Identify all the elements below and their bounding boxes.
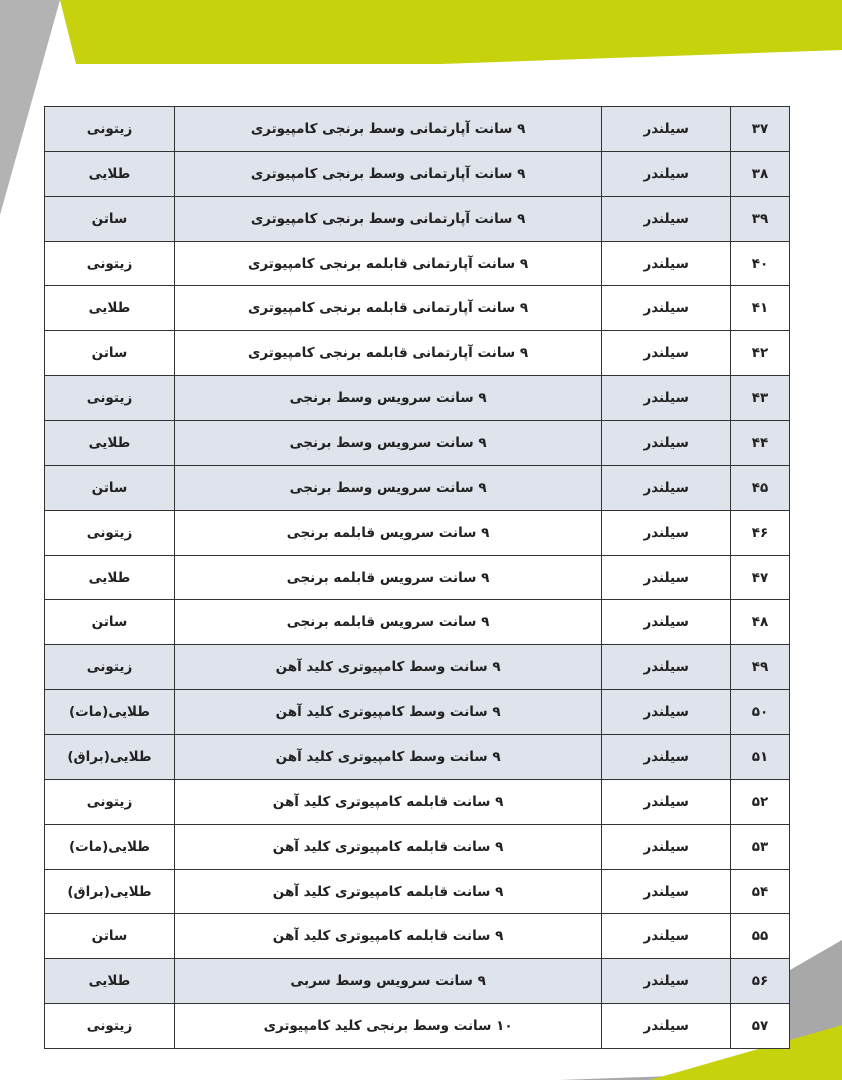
row-number-cell: ۵۲ xyxy=(731,779,790,824)
color-cell: ساتن xyxy=(45,465,175,510)
table-row xyxy=(45,421,790,466)
product-table-body xyxy=(45,107,790,1049)
type-cell: سیلندر xyxy=(602,151,731,196)
color-cell: طلایی(براق) xyxy=(45,869,175,914)
description-cell: ۹ سانت وسط کامپیوتری کلید آهن xyxy=(174,690,601,735)
table-row xyxy=(45,555,790,600)
description-cell: ۹ سانت آپارتمانی وسط برنجی کامپیوتری xyxy=(174,107,601,152)
type-cell: سیلندر xyxy=(602,510,731,555)
type-cell: سیلندر xyxy=(602,555,731,600)
row-number-cell: ۴۲ xyxy=(731,331,790,376)
type-cell: سیلندر xyxy=(602,196,731,241)
table-row xyxy=(45,735,790,780)
description-cell: ۹ سانت قابلمه کامپیوتری کلید آهن xyxy=(174,824,601,869)
color-cell: طلایی xyxy=(45,286,175,331)
description-cell: ۹ سانت آپارتمانی وسط برنجی کامپیوتری xyxy=(174,196,601,241)
color-cell: ساتن xyxy=(45,600,175,645)
type-cell: سیلندر xyxy=(602,107,731,152)
table-row xyxy=(45,107,790,152)
type-cell: سیلندر xyxy=(602,645,731,690)
description-cell: ۹ سانت سرویس وسط برنجی xyxy=(174,376,601,421)
type-cell: سیلندر xyxy=(602,959,731,1004)
table-row xyxy=(45,376,790,421)
row-number-cell: ۴۶ xyxy=(731,510,790,555)
row-number-cell: ۵۵ xyxy=(731,914,790,959)
color-cell: ساتن xyxy=(45,331,175,376)
row-number-cell: ۴۴ xyxy=(731,421,790,466)
table-row xyxy=(45,510,790,555)
row-number-cell: ۵۰ xyxy=(731,690,790,735)
description-cell: ۹ سانت آپارتمانی قابلمه برنجی کامپیوتری xyxy=(174,286,601,331)
color-cell: طلایی(براق) xyxy=(45,735,175,780)
row-number-cell: ۴۵ xyxy=(731,465,790,510)
table-row xyxy=(45,645,790,690)
description-cell: ۹ سانت قابلمه کامپیوتری کلید آهن xyxy=(174,779,601,824)
type-cell: سیلندر xyxy=(602,465,731,510)
row-number-cell: ۴۷ xyxy=(731,555,790,600)
table-row xyxy=(45,914,790,959)
row-number-cell: ۳۹ xyxy=(731,196,790,241)
color-cell: طلایی xyxy=(45,421,175,466)
table-row xyxy=(45,824,790,869)
description-cell: ۹ سانت آپارتمانی وسط برنجی کامپیوتری xyxy=(174,151,601,196)
type-cell: سیلندر xyxy=(602,286,731,331)
table-row xyxy=(45,151,790,196)
row-number-cell: ۵۳ xyxy=(731,824,790,869)
row-number-cell: ۴۳ xyxy=(731,376,790,421)
description-cell: ۹ سانت وسط کامپیوتری کلید آهن xyxy=(174,735,601,780)
row-number-cell: ۳۸ xyxy=(731,151,790,196)
color-cell: طلایی(مات) xyxy=(45,690,175,735)
description-cell: ۹ سانت قابلمه کامپیوتری کلید آهن xyxy=(174,869,601,914)
row-number-cell: ۴۸ xyxy=(731,600,790,645)
color-cell: ساتن xyxy=(45,196,175,241)
table-row xyxy=(45,241,790,286)
color-cell: طلایی xyxy=(45,959,175,1004)
table-row xyxy=(45,690,790,735)
color-cell: طلایی xyxy=(45,151,175,196)
color-cell: زیتونی xyxy=(45,1004,175,1049)
type-cell: سیلندر xyxy=(602,869,731,914)
table-row xyxy=(45,465,790,510)
type-cell: سیلندر xyxy=(602,914,731,959)
type-cell: سیلندر xyxy=(602,690,731,735)
table-row xyxy=(45,869,790,914)
description-cell: ۹ سانت سرویس وسط برنجی xyxy=(174,421,601,466)
row-number-cell: ۴۹ xyxy=(731,645,790,690)
description-cell: ۹ سانت آپارتمانی قابلمه برنجی کامپیوتری xyxy=(174,241,601,286)
row-number-cell: ۴۱ xyxy=(731,286,790,331)
table-row xyxy=(45,600,790,645)
color-cell: زیتونی xyxy=(45,510,175,555)
table-row xyxy=(45,286,790,331)
description-cell: ۹ سانت وسط کامپیوتری کلید آهن xyxy=(174,645,601,690)
type-cell: سیلندر xyxy=(602,331,731,376)
color-cell: طلایی xyxy=(45,555,175,600)
type-cell: سیلندر xyxy=(602,376,731,421)
row-number-cell: ۳۷ xyxy=(731,107,790,152)
color-cell: زیتونی xyxy=(45,779,175,824)
description-cell: ۹ سانت سرویس قابلمه برنجی xyxy=(174,555,601,600)
color-cell: زیتونی xyxy=(45,376,175,421)
color-cell: ساتن xyxy=(45,914,175,959)
description-cell: ۹ سانت آپارتمانی قابلمه برنجی کامپیوتری xyxy=(174,331,601,376)
color-cell: زیتونی xyxy=(45,645,175,690)
color-cell: طلایی(مات) xyxy=(45,824,175,869)
table-row xyxy=(45,779,790,824)
type-cell: سیلندر xyxy=(602,421,731,466)
table-row xyxy=(45,959,790,1004)
type-cell: سیلندر xyxy=(602,779,731,824)
type-cell: سیلندر xyxy=(602,600,731,645)
color-cell: زیتونی xyxy=(45,107,175,152)
product-table xyxy=(44,106,790,1049)
type-cell: سیلندر xyxy=(602,735,731,780)
description-cell: ۱۰ سانت وسط برنجی کلید کامپیوتری xyxy=(174,1004,601,1049)
description-cell: ۹ سانت سرویس وسط برنجی xyxy=(174,465,601,510)
table-row xyxy=(45,331,790,376)
type-cell: سیلندر xyxy=(602,241,731,286)
description-cell: ۹ سانت سرویس قابلمه برنجی xyxy=(174,600,601,645)
table-row xyxy=(45,1004,790,1049)
row-number-cell: ۵۴ xyxy=(731,869,790,914)
color-cell: زیتونی xyxy=(45,241,175,286)
top-green-band xyxy=(60,0,842,64)
type-cell: سیلندر xyxy=(602,824,731,869)
description-cell: ۹ سانت قابلمه کامپیوتری کلید آهن xyxy=(174,914,601,959)
description-cell: ۹ سانت سرویس وسط سربی xyxy=(174,959,601,1004)
type-cell: سیلندر xyxy=(602,1004,731,1049)
row-number-cell: ۵۱ xyxy=(731,735,790,780)
row-number-cell: ۵۶ xyxy=(731,959,790,1004)
description-cell: ۹ سانت سرویس قابلمه برنجی xyxy=(174,510,601,555)
row-number-cell: ۴۰ xyxy=(731,241,790,286)
table-row xyxy=(45,196,790,241)
row-number-cell: ۵۷ xyxy=(731,1004,790,1049)
